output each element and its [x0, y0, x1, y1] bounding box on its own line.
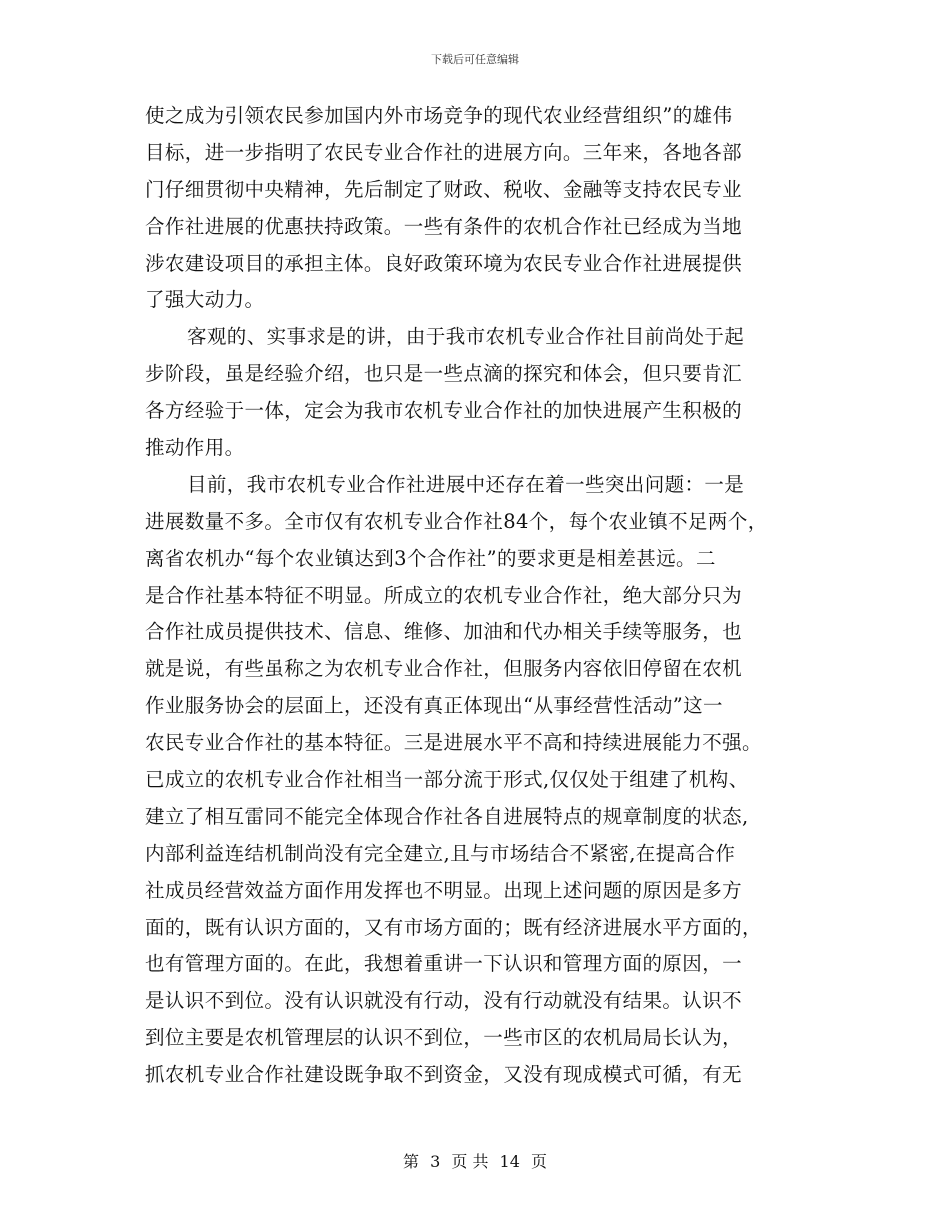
text-line: 内部利益连结机制尚没有完全建立,且与市场结合不紧密,在提高合作	[145, 841, 736, 865]
text-line: 面的，既有认识方面的，又有市场方面的；既有经济进展水平方面的，	[145, 915, 762, 939]
text-line: 也有管理方面的。在此，我想着重讲一下认识和管理方面的原因，一	[145, 952, 743, 976]
text-line: 使之成为引领农民参加国内外市场竞争的现代农业经营组织”的雄伟	[145, 104, 733, 127]
text-line: 社成员经营效益方面作用发挥也不明显。出现上述问题的原因是多方	[145, 878, 743, 902]
document-body	[145, 98, 805, 1094]
page-header: 下载后可任意编辑	[431, 53, 519, 66]
text-line: 进展数量不多。全市仅有农机专业合作社84个，每个农业镇不足两个，	[145, 509, 768, 533]
text-line: 离省农机办“每个农业镇达到3个合作社”的要求更是相差甚远。二	[145, 546, 716, 570]
text-line: 是认识不到位。没有认识就没有行动，没有行动就没有结果。认识不	[145, 989, 743, 1013]
text-line: 目标，进一步指明了农民专业合作社的进展方向。三年来，各地各部	[145, 140, 743, 164]
page-label-middle: 页 共	[451, 1152, 489, 1171]
text-line: 涉农建设项目的承担主体。良好政策环境为农民专业合作社进展提供	[145, 251, 743, 275]
text-line: 到位主要是农机管理层的认识不到位，一些市区的农机局局长认为，	[145, 1026, 743, 1050]
text-line: 是合作社基本特征不明显。所成立的农机专业合作社，绝大部分只为	[145, 583, 743, 607]
text-line: 已成立的农机专业合作社相当一部分流于形式,仅仅处于组建了机构、	[145, 768, 749, 792]
text-line: 门仔细贯彻中央精神，先后制定了财政、税收、金融等支持农民专业	[145, 177, 743, 201]
page-label-prefix: 第	[402, 1152, 419, 1171]
page-footer	[0, 1152, 950, 1172]
text-line: 就是说，有些虽称之为农机专业合作社，但服务内容依旧停留在农机	[145, 657, 743, 681]
current-page-number: 3	[430, 1152, 441, 1171]
paragraph-first-line: 目前，我市农机专业合作社进展中还存在着一些突出问题：一是	[187, 472, 745, 496]
text-line: 步阶段，虽是经验介绍，也只是一些点滴的探究和体会，但只要肯汇	[145, 362, 743, 386]
total-page-count: 14	[499, 1152, 520, 1171]
text-line: 合作社成员提供技术、信息、维修、加油和代办相关手续等服务，也	[145, 620, 743, 644]
text-line: 了强大动力。	[145, 288, 265, 312]
text-line: 抓农机专业合作社建设既争取不到资金，又没有现成模式可循，有无	[145, 1063, 743, 1087]
text-line: 建立了相互雷同不能完全体现合作社各自进展特点的规章制度的状态,	[145, 804, 749, 828]
text-line: 农民专业合作社的基本特征。三是进展水平不高和持续进展能力不强。	[145, 731, 762, 755]
text-line: 各方经验于一体，定会为我市农机专业合作社的加快进展产生积极的	[145, 399, 743, 423]
paragraph-first-line: 客观的、实事求是的讲，由于我市农机专业合作社目前尚处于起	[187, 325, 745, 349]
page-label-suffix: 页	[531, 1152, 548, 1171]
text-line: 推动作用。	[145, 436, 245, 460]
text-line: 合作社进展的优惠扶持政策。一些有条件的农机合作社已经成为当地	[145, 214, 743, 238]
text-line: 作业服务协会的层面上，还没有真正体现出“从事经营性活动”这一	[145, 694, 723, 718]
